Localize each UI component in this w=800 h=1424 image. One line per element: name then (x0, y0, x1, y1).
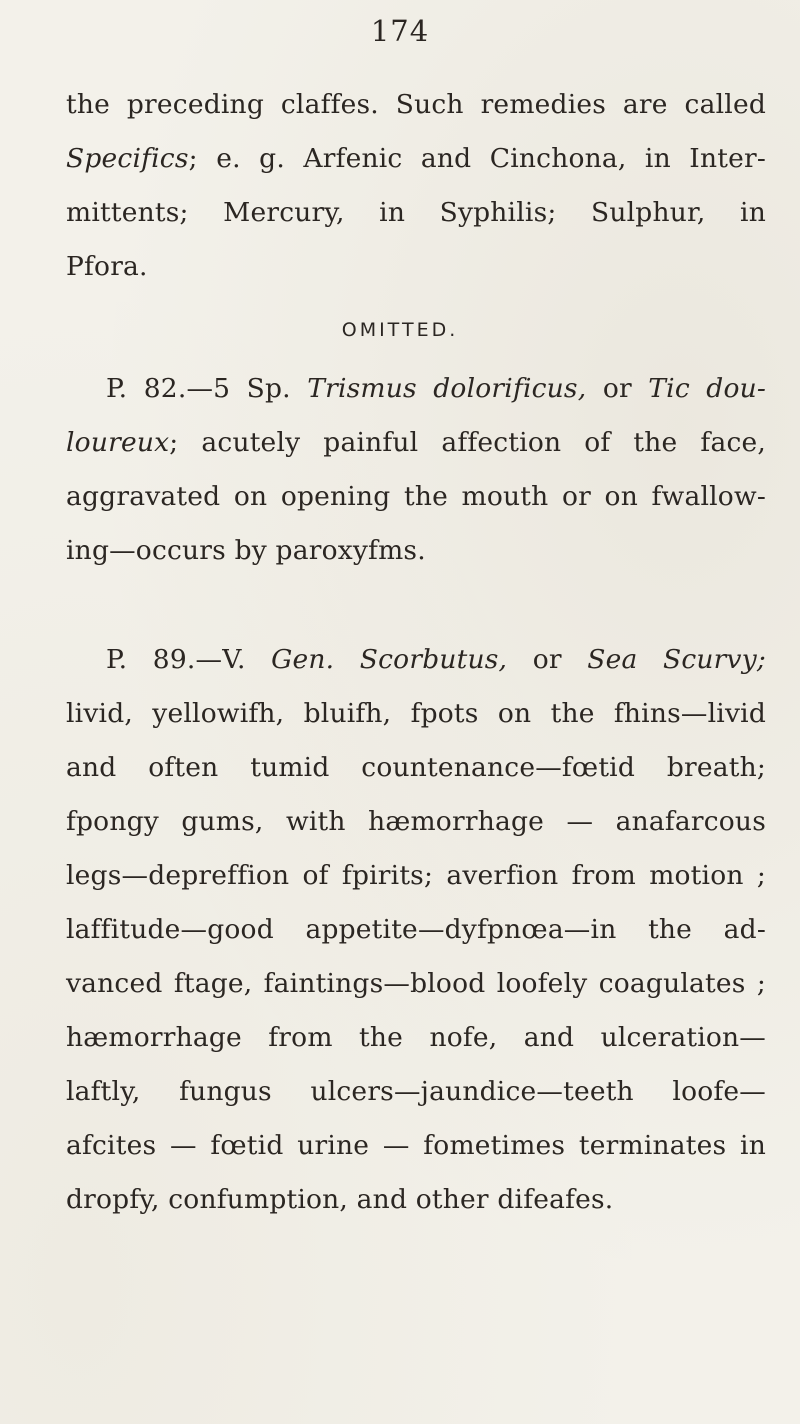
text-line (66, 362, 766, 416)
text-fragment: ; acutely painful affection of the face, (169, 427, 766, 458)
entry-trismus (66, 362, 766, 578)
italic-term: Sea Scurvy; (587, 644, 767, 675)
text-line: and often tumid countenance—fœtid breath; (66, 752, 766, 783)
text-line (66, 416, 766, 470)
italic-term: Trismus dolorificus, (307, 373, 587, 404)
italic-term: Tic dou- (648, 373, 767, 404)
page-reference: P. 82.—5 Sp. (106, 373, 291, 404)
text-line (66, 132, 766, 186)
text-fragment: or (532, 644, 562, 675)
text-line: dropfy, confumption, and other difeafes. (66, 1184, 614, 1215)
italic-term: Specifics (66, 143, 189, 174)
text-line: laffitude—good appetite—dyfpnœa—in the ad- (66, 914, 766, 945)
text-line: the preceding claffes. Such remedies are called (66, 89, 766, 120)
text-line: aggravated on opening the mouth or on fwallow- (66, 481, 766, 512)
text-line: mittents; Mercury, in Syphilis; Sulphur, in (66, 197, 766, 228)
text-fragment: or (602, 373, 632, 404)
text-line: vanced ftage, faintings—blood loofely coagulates ; (66, 968, 766, 999)
text-line: fpongy gums, with hæmorrhage — anafarcous (66, 806, 766, 837)
page-reference: P. 89.—V. (106, 644, 246, 675)
italic-term: loureux (66, 427, 170, 458)
intro-paragraph (66, 78, 766, 294)
text-line: legs—depreffion of fpirits; averfion from motion ; (66, 860, 766, 891)
italic-term: Gen. Scorbutus, (271, 644, 508, 675)
section-heading: OMITTED. (341, 319, 459, 341)
text-line: Pfora. (66, 251, 148, 282)
text-line: hæmorrhage from the nofe, and ulceration— (66, 1022, 766, 1053)
text-fragment: ; e. g. Arfenic and Cinchona, in Inter- (188, 143, 766, 174)
text-line: afcites — fœtid urine — fometimes terminates in (66, 1130, 766, 1161)
text-line: livid, yellowifh, bluifh, fpots on the fhins—livid (66, 698, 766, 729)
text-line (66, 633, 766, 687)
text-line: ing—occurs by paroxyfms. (66, 535, 426, 566)
page-number: 174 (370, 14, 430, 48)
entry-scorbutus (66, 633, 766, 1227)
text-line: laftly, fungus ulcers—jaundice—teeth loofe— (66, 1076, 766, 1107)
